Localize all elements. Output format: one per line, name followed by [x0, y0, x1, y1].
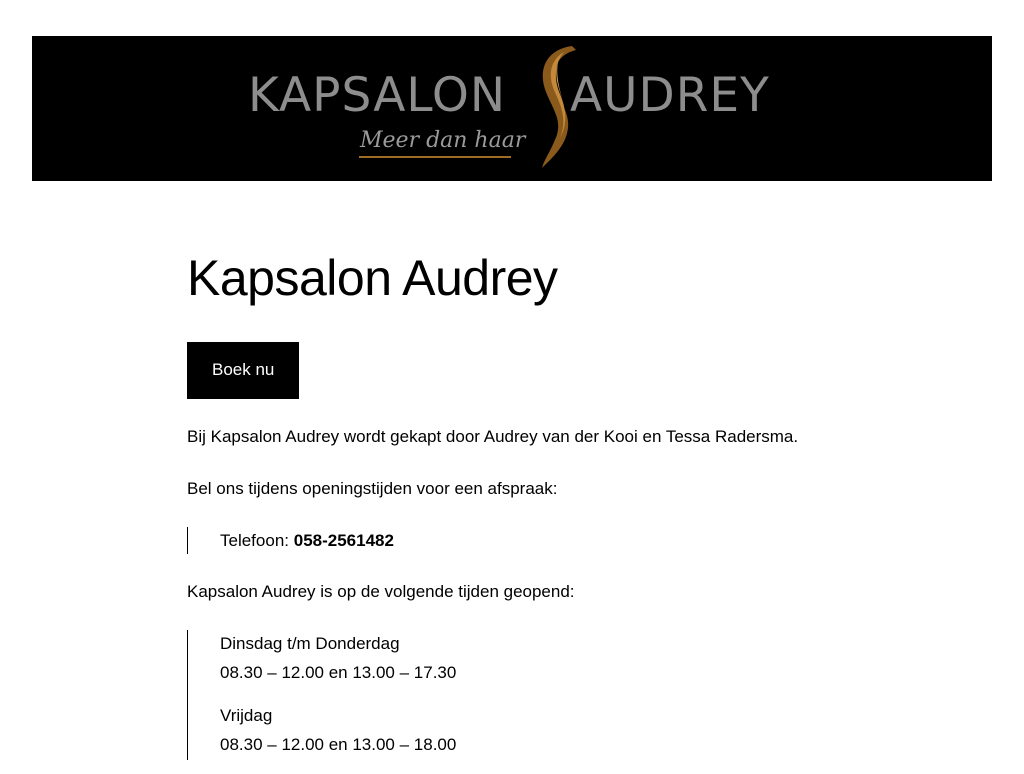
- phone-quote: [187, 527, 887, 554]
- intro-text: Bij Kapsalon Audrey wordt gekapt door Audrey van der Kooi en Tessa Radersma.: [187, 426, 799, 446]
- main-content: [187, 250, 887, 774]
- opening-hours-quote: [187, 630, 887, 760]
- phone-label: Telefoon:: [220, 530, 294, 550]
- opening-hours-intro: Kapsalon Audrey is op de volgende tijden geopend:: [187, 581, 575, 601]
- hours-block: [220, 702, 887, 760]
- page-title: Kapsalon Audrey: [187, 250, 558, 306]
- tagline-underline: [359, 156, 511, 158]
- hours-times: 08.30 – 12.00 en 13.00 – 18.00: [220, 734, 457, 754]
- hours-days: Dinsdag t/m Donderdag: [220, 634, 400, 654]
- site-logo[interactable]: [242, 42, 782, 172]
- call-instruction-text: Bel ons tijdens openingstijden voor een afspraak:: [187, 479, 558, 498]
- hours-block: [220, 630, 887, 688]
- logo-text-left: KAPSALON: [248, 68, 507, 123]
- phone-line: [220, 527, 887, 554]
- header-banner: [32, 36, 992, 181]
- logo-text-right: AUDREY: [570, 68, 770, 123]
- hours-days: Vrijdag: [220, 705, 273, 725]
- book-now-button[interactable]: Boek nu: [187, 342, 299, 399]
- logo-tagline: Meer dan haar: [360, 128, 526, 153]
- hours-times: 08.30 – 12.00 en 13.00 – 17.30: [220, 663, 457, 683]
- phone-number[interactable]: 058-2561482: [293, 530, 394, 550]
